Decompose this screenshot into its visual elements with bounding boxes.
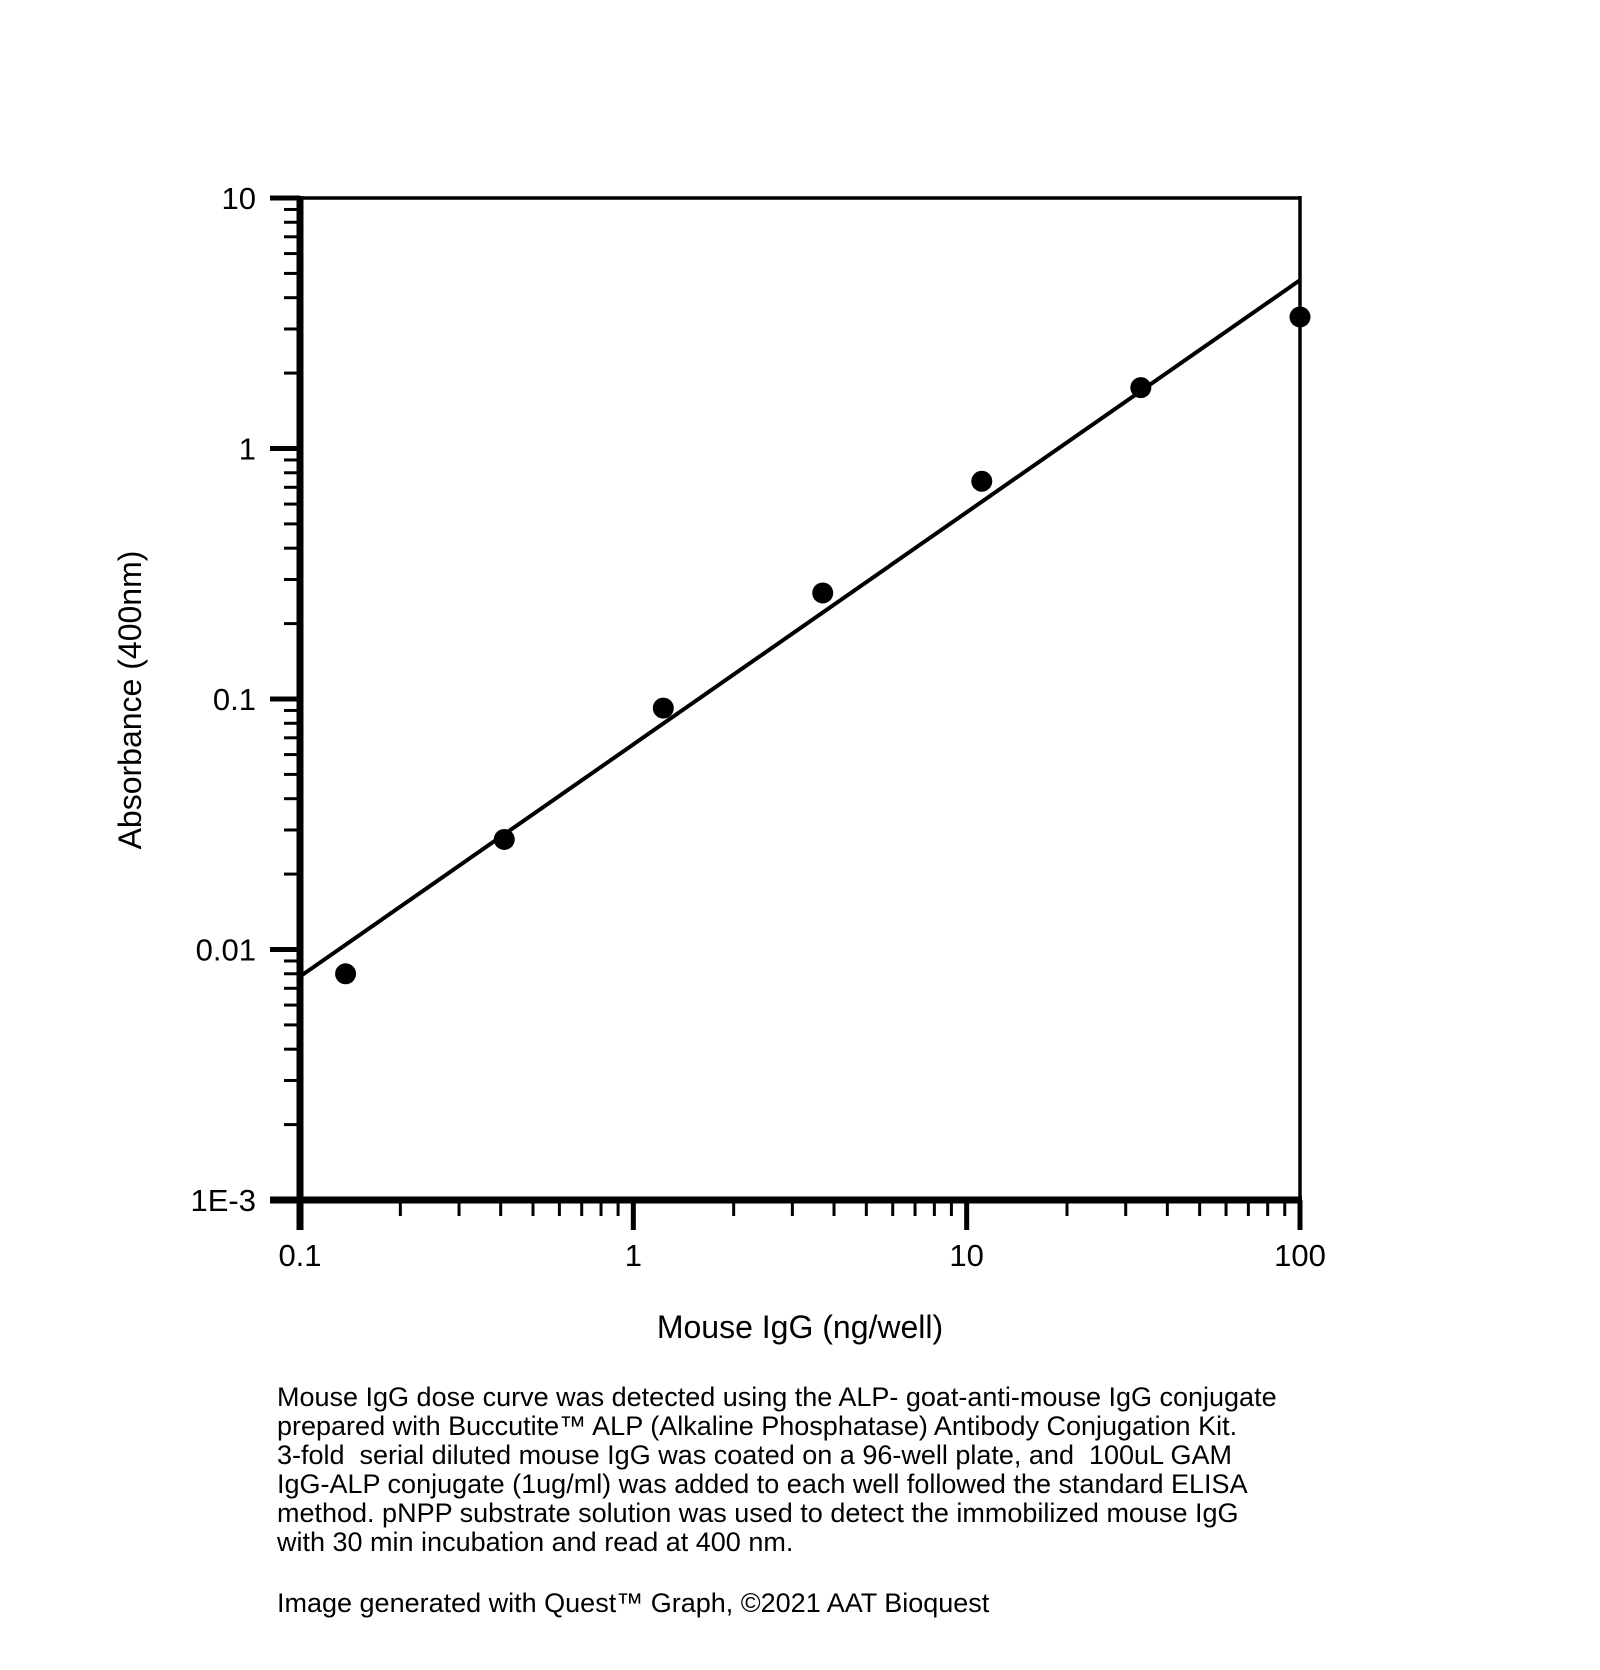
data-point [653, 698, 674, 719]
fit-line [300, 280, 1300, 976]
caption [277, 1383, 1277, 1557]
caption-line: method. pNPP substrate solution was used to detect the immobilized mouse IgG [277, 1498, 1239, 1528]
footer-credit: Image generated with Quest™ Graph, ©2021 AAT Bioquest [277, 1588, 990, 1618]
y-tick-label: 1E-3 [190, 1183, 256, 1218]
caption-line: with 30 min incubation and read at 400 nm. [277, 1527, 794, 1557]
y-axis-title: Absorbance (400nm) [112, 550, 148, 850]
x-axis-title: Mouse IgG (ng/well) [656, 1309, 944, 1345]
caption-line: Mouse IgG dose curve was detected using the ALP- goat-anti-mouse IgG conjugate [277, 1382, 1277, 1412]
data-point [971, 471, 992, 492]
y-tick-label: 1 [238, 431, 256, 467]
caption-line: prepared with Buccutite™ ALP (Alkaline Phosphatase) Antibody Conjugation Kit. [277, 1411, 1238, 1441]
x-tick-label: 10 [949, 1238, 984, 1273]
x-tick-label: 1 [624, 1238, 642, 1273]
x-tick-label: 0.1 [278, 1238, 322, 1273]
y-tick-label: 0.1 [212, 682, 256, 717]
caption-line: 3-fold serial diluted mouse IgG was coated on a 96-well plate, and 100uL GAM [277, 1440, 1233, 1470]
data-point [1290, 306, 1311, 327]
y-tick-label: 0.01 [195, 932, 256, 968]
y-tick-label: 10 [221, 181, 256, 216]
data-point [812, 582, 833, 603]
x-tick-label: 100 [1274, 1238, 1326, 1273]
caption-line: IgG-ALP conjugate (1ug/ml) was added to each well followed the standard ELISA [277, 1469, 1248, 1499]
data-point [335, 963, 356, 984]
